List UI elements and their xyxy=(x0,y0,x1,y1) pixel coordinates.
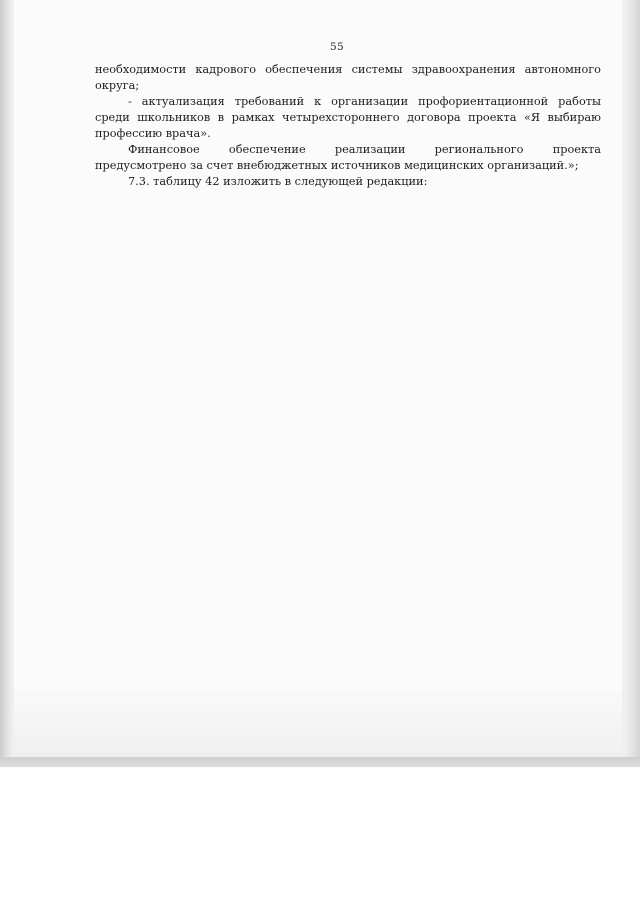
text-line: - актуализация требований к организации профориентационной работы xyxy=(128,95,601,108)
paper-bottom-shade xyxy=(14,691,622,757)
text-line: Финансовое обеспечение реализации регионального проекта xyxy=(128,143,601,156)
text-line: предусмотрено за счет внебюджетных источников медицинских организаций.»; xyxy=(95,159,579,172)
scan-shadow-right xyxy=(624,0,640,767)
text-line: округа; xyxy=(95,79,140,92)
scan-bottom-edge xyxy=(0,757,640,767)
paragraph-financing xyxy=(95,142,601,174)
text-line: профессию врача». xyxy=(95,127,211,140)
scan-shadow-left xyxy=(0,0,12,767)
document-body xyxy=(95,62,601,190)
paragraph-career-guidance xyxy=(95,94,601,142)
paragraph-table-amendment xyxy=(95,174,601,190)
paragraph-staffing xyxy=(95,62,601,94)
text-line: необходимости кадрового обеспечения системы здравоохранения автономного xyxy=(95,63,601,76)
page-number: 55 xyxy=(330,41,344,53)
text-line: среди школьников в рамках четырехстороннего договора проекта «Я выбираю xyxy=(95,111,601,124)
text-line: 7.3. таблицу 42 изложить в следующей редакции: xyxy=(128,175,428,188)
